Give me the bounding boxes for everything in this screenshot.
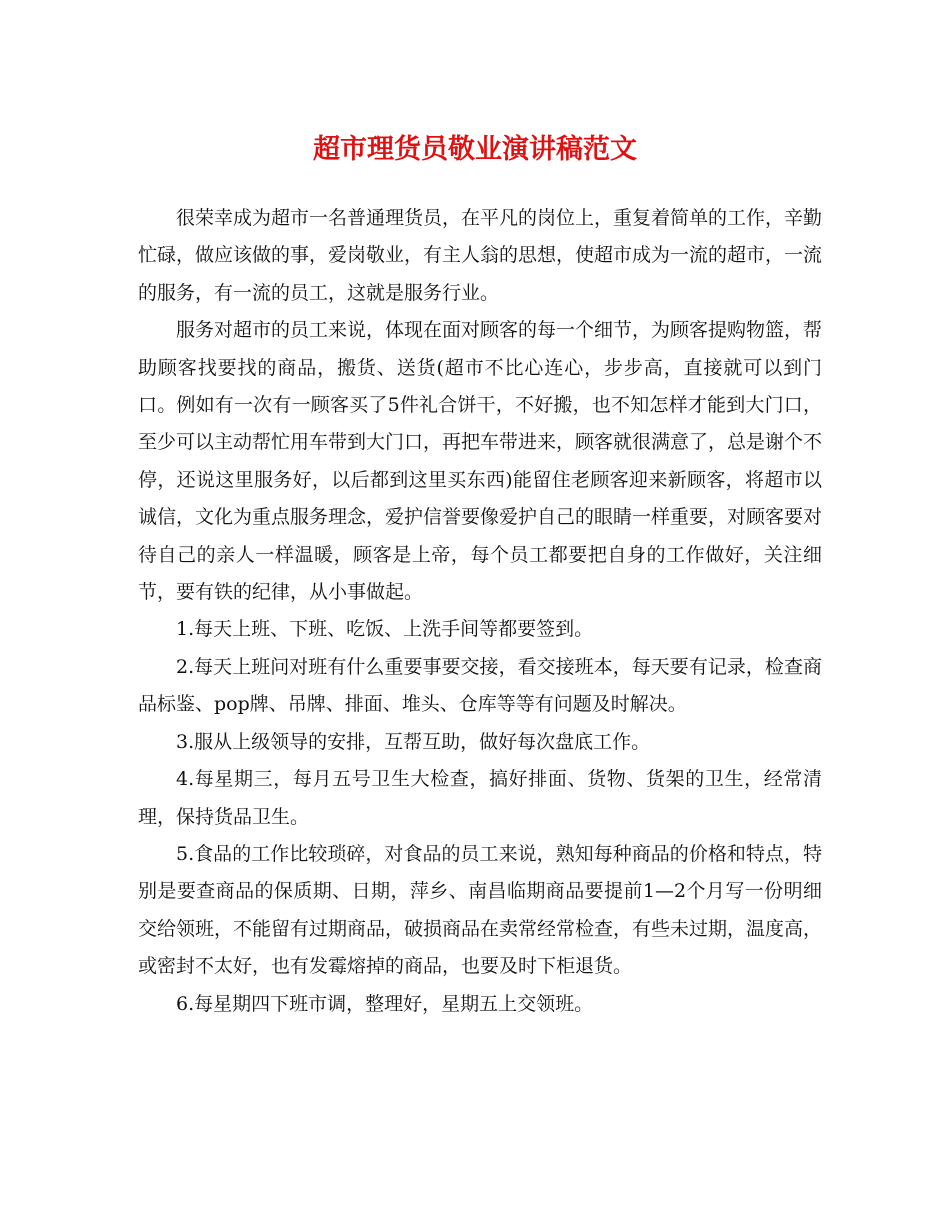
list-item-1: 1.每天上班、下班、吃饭、上洗手间等都要签到。 (176, 618, 594, 641)
paragraph-intro: 很荣幸成为超市一名普通理货员，在平凡的岗位上，重复着简单的工作，辛勤忙碌，做应该做的事，爱岗敬业，有主人翁的思想，使超市成为一流的超市，一流的服务，有一流的员工，这就是服务行业。 (138, 207, 823, 304)
list-item-4: 4.每星期三，每月五号卫生大检查，搞好排面、货物、货架的卫生，经常清理，保持货品卫生。 (138, 768, 822, 828)
list-item-2: 2.每天上班问对班有什么重要事要交接，看交接班本，每天要有记录，检查商品标鉴、pop牌、吊牌、排面、堆头、仓库等等有问题及时解决。 (138, 655, 822, 716)
list-item-5: 5.食品的工作比较琐碎，对食品的员工来说，熟知每种商品的价格和特点，特别是要查商品的保质期、日期，萍乡、南昌临期商品要提前1—2个月写一份明细交给领班，不能留有过期商品，破损商品在卖常经常检查，有些未过期，温度高，或密封不太好，也有发霉熔掉的商品，也要及时下柜退货。 (138, 842, 823, 978)
list-item-3: 3.服从上级领导的安排，互帮互助，做好每次盘底工作。 (176, 730, 651, 753)
document-body (138, 200, 822, 1023)
paragraph-service: 服务对超市的员工来说，体现在面对顾客的每一个细节，为顾客提购物篮，帮助顾客找要找的商品，搬货、送货(超市不比心连心，步步高，直接就可以到门口。例如有一次有一顾客买了5件礼合饼干，不好搬，也不知怎样才能到大门口，至少可以主动帮忙用车带到大门口，再把车带进来，顾客就很满意了，总是谢个不停，还说这里服务好，以后都到这里买东西)能留住老顾客迎来新顾客，将超市以诚信，文化为重点服务理念，爱护信誉要像爱护自己的眼睛一样重要，对顾客要对待自己的亲人一样温暖，顾客是上帝，每个员工都要把自身的工作做好，关注细节，要有铁的纪律，从小事做起。 (138, 319, 823, 604)
document-title: 超市理货员敬业演讲稿范文 (313, 134, 637, 165)
list-item-6: 6.每星期四下班市调，整理好，星期五上交领班。 (176, 992, 594, 1015)
